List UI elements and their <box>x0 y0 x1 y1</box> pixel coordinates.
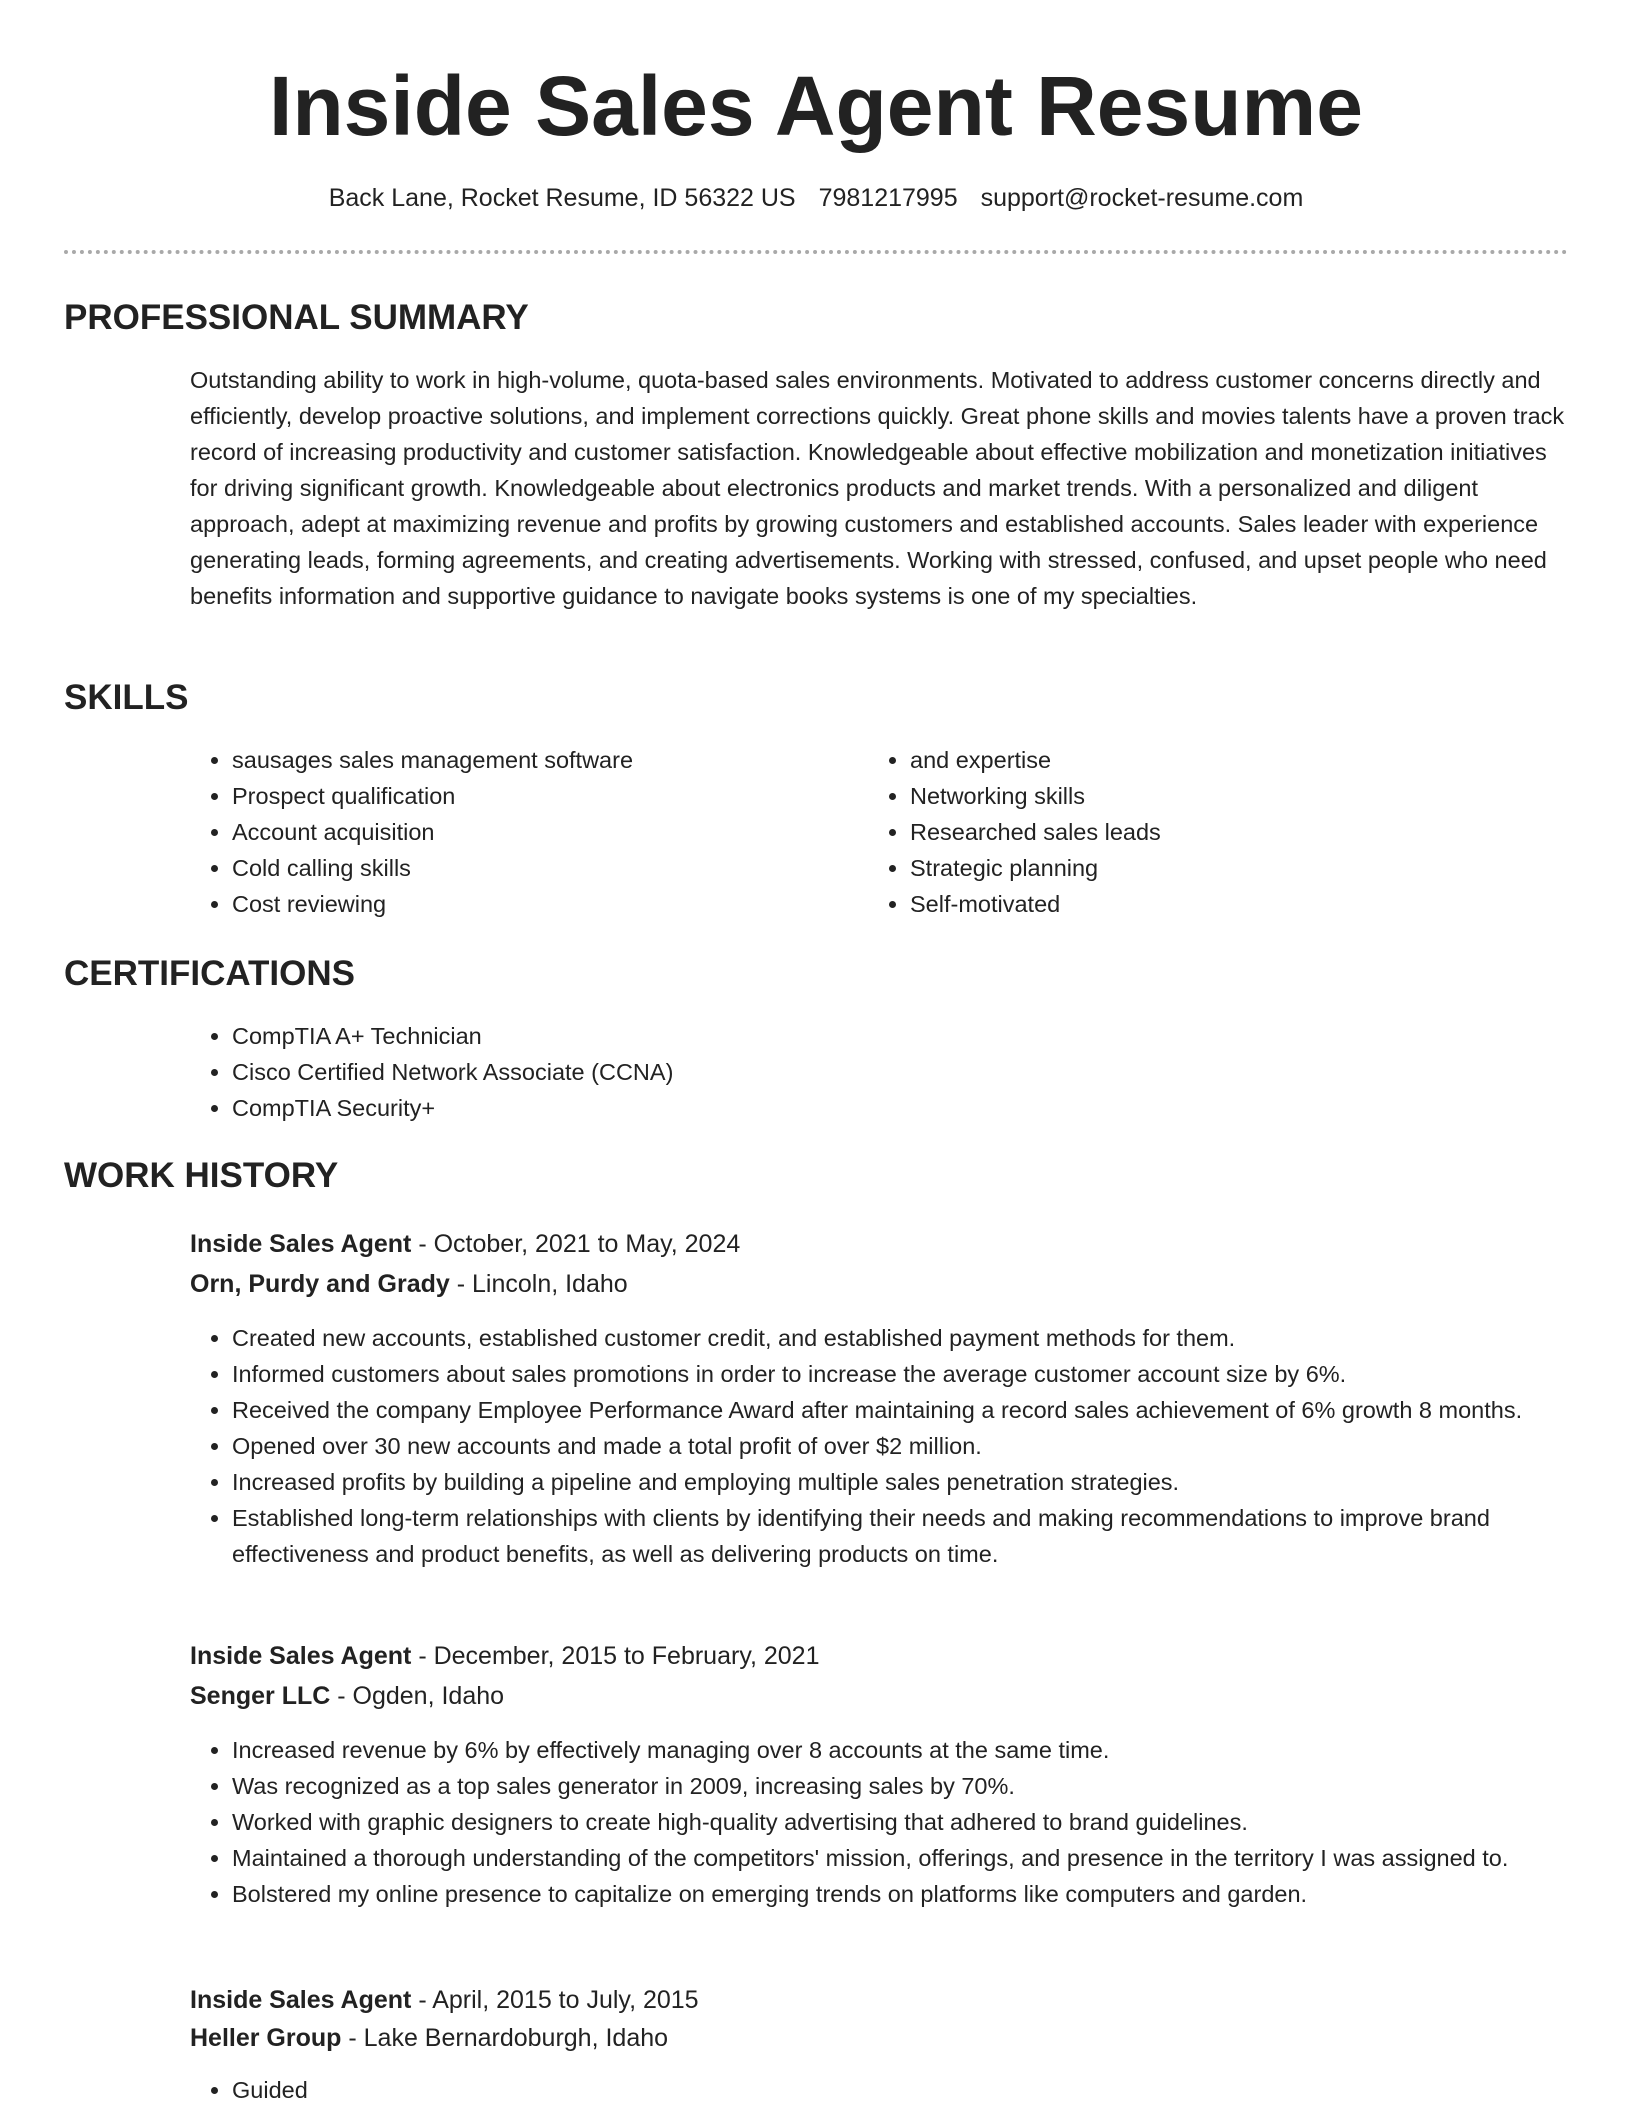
skill-item: • Strategic planning <box>910 850 1530 886</box>
summary-text: Outstanding ability to work in high-volume, quota-based sales environments. Motivated to address customer concerns directly and efficiently, develop proactive solutions, and implement corrections quickly. Great phone skills and movies talents have a proven track record of increasing productivity and customer satisfaction. Knowledgeable about effective mobilization and monetization initiatives for driving significant growth. Knowledgeable about electronics products and market trends. With a personalized and diligent approach, adept at maximizing revenue and profits by growing customers and established accounts. Sales leader with experience generating leads, forming agreements, and creating advertisements. Working with stressed, confused, and upset people who need benefits information and supportive guidance to navigate books systems is one of my specialties. <box>190 367 1565 609</box>
job-bullet: • Guided <box>232 2072 1612 2108</box>
job-title-line <box>190 1636 819 1676</box>
job-company: Orn, Purdy and Grady <box>190 1270 450 1298</box>
contact-email: support@rocket-resume.com <box>980 184 1304 212</box>
job-company-line <box>190 1676 504 1716</box>
contact-phone: 7981217995 <box>818 184 958 212</box>
job-bullet: • Created new accounts, established customer credit, and established payment methods for them. <box>232 1320 1612 1356</box>
job-bullet: • Worked with graphic designers to create high-quality advertising that adhered to brand guidelines. <box>232 1804 1612 1840</box>
certifications-list <box>190 1018 1232 1126</box>
contact-address: Back Lane, Rocket Resume, ID 56322 US <box>328 184 796 212</box>
page-title: Inside Sales Agent Resume <box>269 59 1363 153</box>
job-location: - Ogden, Idaho <box>330 1682 505 1710</box>
job-title: Inside Sales Agent <box>190 1986 412 2014</box>
contact-info <box>0 178 1632 218</box>
skill-item: • Account acquisition <box>232 814 852 850</box>
job-bullet: • Informed customers about sales promotions in order to increase the average customer account size by 6%. <box>232 1356 1612 1392</box>
certification-item: • CompTIA Security+ <box>232 1090 1232 1126</box>
certification-item: • Cisco Certified Network Associate (CCNA) <box>232 1054 1232 1090</box>
skills-heading: SKILLS <box>64 678 189 717</box>
skill-item: • Prospect qualification <box>232 778 852 814</box>
job-company: Senger LLC <box>190 1682 331 1710</box>
job-company: Heller Group <box>190 2024 342 2052</box>
skill-item: • Self-motivated <box>910 886 1530 922</box>
job-company-line <box>190 2018 668 2058</box>
job-location: - Lincoln, Idaho <box>449 1270 628 1298</box>
skill-item: • and expertise <box>910 742 1530 778</box>
job-bullet: • Established long-term relationships with clients by identifying their needs and making recommendations to improve brand effectiveness and product benefits, as well as delivering products on time. <box>232 1500 1612 1572</box>
skill-item: • Networking skills <box>910 778 1530 814</box>
job-bullets <box>190 1320 1612 1572</box>
job-title-line <box>190 1224 740 1264</box>
job-location: - Lake Bernardoburgh, Idaho <box>341 2024 669 2052</box>
job-bullet: • Bolstered my online presence to capitalize on emerging trends on platforms like computers and garden. <box>232 1876 1612 1912</box>
certification-item: • CompTIA A+ Technician <box>232 1018 1232 1054</box>
job-title-line <box>190 1980 699 2020</box>
job-bullets <box>190 1732 1612 1912</box>
skill-item: • sausages sales management software <box>232 742 852 778</box>
skill-item: • Cost reviewing <box>232 886 852 922</box>
job-bullet: • Increased profits by building a pipeline and employing multiple sales penetration strategies. <box>232 1464 1612 1500</box>
skills-list-right <box>868 742 1530 922</box>
job-company-line <box>190 1264 628 1304</box>
certifications-heading: CERTIFICATIONS <box>64 954 356 993</box>
job-bullet: • Received the company Employee Performance Award after maintaining a record sales achievement of 6% growth 8 months. <box>232 1392 1612 1428</box>
skill-item: • Researched sales leads <box>910 814 1530 850</box>
summary-heading: PROFESSIONAL SUMMARY <box>64 298 529 337</box>
job-dates: - December, 2015 to February, 2021 <box>411 1642 820 1670</box>
job-bullet: • Maintained a thorough understanding of the competitors' mission, offerings, and presence in the territory I was assigned to. <box>232 1840 1612 1876</box>
job-bullet: • Increased revenue by 6% by effectively managing over 8 accounts at the same time. <box>232 1732 1612 1768</box>
work-history-heading: WORK HISTORY <box>64 1156 339 1195</box>
job-bullets <box>190 2072 1612 2108</box>
job-bullet: • Was recognized as a top sales generator in 2009, increasing sales by 70%. <box>232 1768 1612 1804</box>
job-dates: - April, 2015 to July, 2015 <box>411 1986 699 2014</box>
skill-item: • Cold calling skills <box>232 850 852 886</box>
skills-list-left <box>190 742 852 922</box>
job-bullet: • Opened over 30 new accounts and made a total profit of over $2 million. <box>232 1428 1612 1464</box>
job-title: Inside Sales Agent <box>190 1642 412 1670</box>
job-dates: - October, 2021 to May, 2024 <box>411 1230 741 1258</box>
job-title: Inside Sales Agent <box>190 1230 412 1258</box>
header-divider <box>64 250 1568 254</box>
